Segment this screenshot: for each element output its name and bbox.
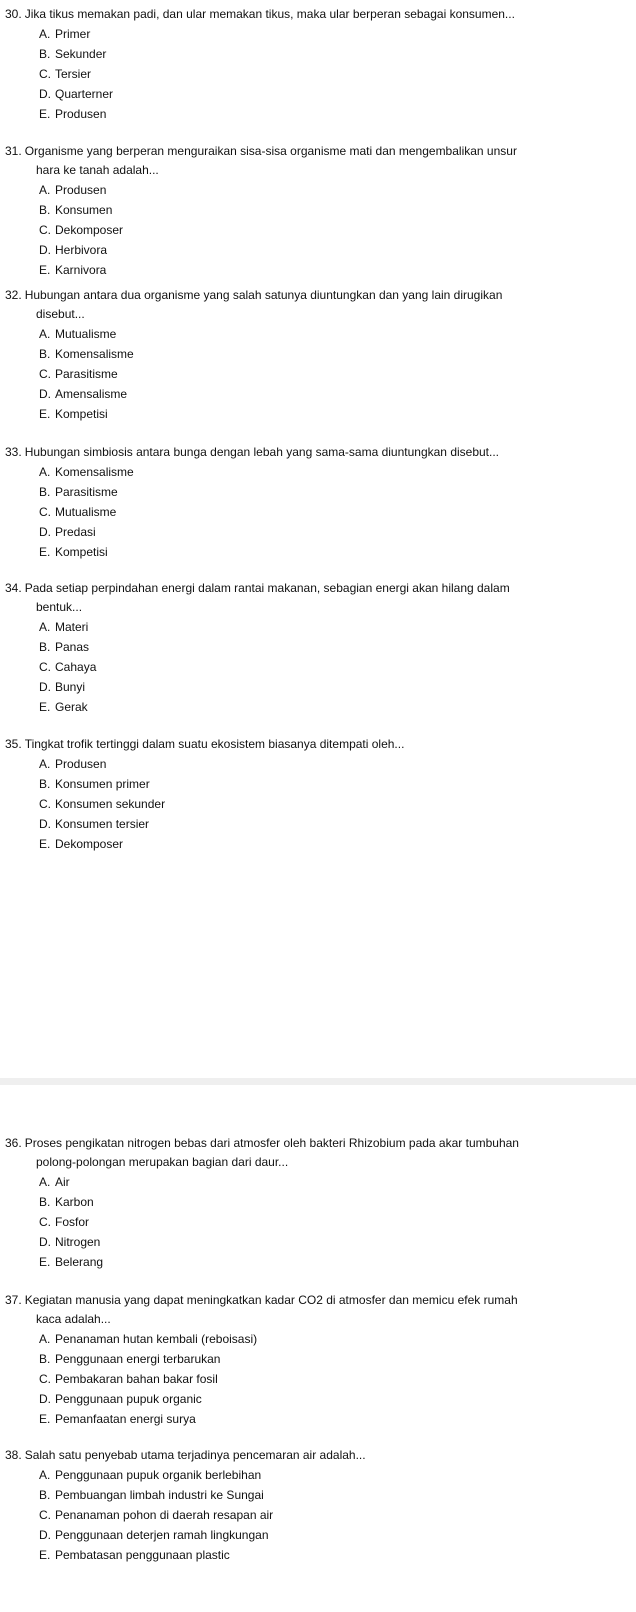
question-stem <box>5 443 565 462</box>
option-text: Panas <box>55 640 90 654</box>
answer-option <box>39 1409 565 1429</box>
option-text: Penggunaan pupuk organic <box>55 1392 202 1406</box>
option-letter: D. <box>39 243 51 257</box>
option-text: Dekomposer <box>55 837 124 851</box>
option-text: Primer <box>55 27 91 41</box>
question-stem <box>5 735 565 754</box>
option-text: Pemanfaatan energi surya <box>55 1412 196 1426</box>
question-item <box>5 142 565 280</box>
option-letter: B. <box>39 1195 51 1209</box>
option-text: Belerang <box>55 1255 104 1269</box>
question-number: 32. <box>5 288 22 302</box>
question-item <box>5 5 565 124</box>
question-stem <box>5 1446 565 1465</box>
option-text: Kompetisi <box>55 545 108 559</box>
option-letter: B. <box>39 777 51 791</box>
question-text: Hubungan simbiosis antara bunga dengan lebah yang sama-sama diuntungkan disebut... <box>24 445 500 459</box>
option-letter: C. <box>39 223 51 237</box>
answer-option <box>39 1212 565 1232</box>
option-text: Penggunaan energi terbarukan <box>55 1352 221 1366</box>
question-number: 37. <box>5 1293 22 1307</box>
option-text: Komensalisme <box>55 347 134 361</box>
question-number: 31. <box>5 144 22 158</box>
answer-option <box>39 502 565 522</box>
answer-option <box>39 200 565 220</box>
option-text: Konsumen primer <box>55 777 150 791</box>
question-text: Pada setiap perpindahan energi dalam rantai makanan, sebagian energi akan hilang dalam <box>24 581 510 595</box>
answer-option <box>39 617 565 637</box>
answer-option <box>39 344 565 364</box>
option-text: Karnivora <box>55 263 107 277</box>
option-text: Penanaman hutan kembali (reboisasi) <box>55 1332 258 1346</box>
answer-options <box>5 1172 565 1272</box>
option-letter: B. <box>39 203 51 217</box>
question-text: Tingkat trofik tertinggi dalam suatu ekosistem biasanya ditempati oleh... <box>24 737 405 751</box>
question-text: Proses pengikatan nitrogen bebas dari atmosfer oleh bakteri Rhizobium pada akar tumbuhan <box>24 1136 519 1150</box>
answer-option <box>39 1485 565 1505</box>
question-stem <box>5 1134 565 1153</box>
answer-option <box>39 260 565 280</box>
question-stem <box>5 142 565 161</box>
option-letter: A. <box>39 620 51 634</box>
option-letter: C. <box>39 1508 51 1522</box>
option-text: Konsumen tersier <box>55 817 150 831</box>
option-letter: E. <box>39 545 51 559</box>
answer-option <box>39 657 565 677</box>
answer-option <box>39 1192 565 1212</box>
option-letter: D. <box>39 525 51 539</box>
option-letter: D. <box>39 1392 51 1406</box>
option-letter: E. <box>39 107 51 121</box>
option-letter: A. <box>39 465 51 479</box>
question-stem <box>5 5 565 24</box>
option-letter: D. <box>39 387 51 401</box>
question-stem <box>5 1291 565 1310</box>
option-letter: D. <box>39 680 51 694</box>
option-letter: C. <box>39 505 51 519</box>
answer-options <box>5 1329 565 1429</box>
question-item <box>5 1446 565 1565</box>
option-letter: D. <box>39 817 51 831</box>
question-number: 35. <box>5 737 22 751</box>
answer-option <box>39 697 565 717</box>
answer-option <box>39 462 565 482</box>
answer-option <box>39 677 565 697</box>
answer-option <box>39 24 565 44</box>
answer-option <box>39 1545 565 1565</box>
option-letter: B. <box>39 1488 51 1502</box>
question-stem <box>5 286 565 305</box>
answer-option <box>39 404 565 424</box>
option-text: Produsen <box>55 107 107 121</box>
answer-option <box>39 794 565 814</box>
option-text: Predasi <box>55 525 96 539</box>
question-item <box>5 735 565 854</box>
answer-option <box>39 104 565 124</box>
answer-option <box>39 180 565 200</box>
question-item <box>5 1134 565 1272</box>
option-text: Konsumen <box>55 203 113 217</box>
option-text: Penggunaan deterjen ramah lingkungan <box>55 1528 269 1542</box>
answer-options <box>5 324 565 424</box>
answer-options <box>5 617 565 717</box>
option-text: Pembatasan penggunaan plastic <box>55 1548 230 1562</box>
answer-option <box>39 1349 565 1369</box>
answer-options <box>5 24 565 124</box>
option-letter: A. <box>39 1468 51 1482</box>
answer-option <box>39 754 565 774</box>
option-text: Mutualisme <box>55 327 117 341</box>
option-letter: B. <box>39 1352 51 1366</box>
option-letter: B. <box>39 47 51 61</box>
question-text-continued: polong-polongan merupakan bagian dari daur... <box>36 1155 289 1169</box>
question-text-continued: bentuk... <box>36 600 83 614</box>
option-letter: B. <box>39 485 51 499</box>
option-letter: D. <box>39 1235 51 1249</box>
answer-option <box>39 774 565 794</box>
option-text: Produsen <box>55 183 107 197</box>
option-letter: C. <box>39 1215 51 1229</box>
question-text: Hubungan antara dua organisme yang salah satunya diuntungkan dan yang lain dirugikan <box>24 288 503 302</box>
answer-option <box>39 324 565 344</box>
question-item <box>5 443 565 562</box>
option-letter: C. <box>39 67 51 81</box>
option-text: Cahaya <box>55 660 97 674</box>
option-text: Tersier <box>55 67 92 81</box>
answer-option <box>39 384 565 404</box>
option-text: Pembakaran bahan bakar fosil <box>55 1372 218 1386</box>
option-text: Air <box>55 1175 70 1189</box>
option-text: Gerak <box>55 700 88 714</box>
question-text-continued: disebut... <box>36 307 85 321</box>
option-letter: E. <box>39 263 51 277</box>
answer-option <box>39 84 565 104</box>
option-text: Nitrogen <box>55 1235 101 1249</box>
answer-option <box>39 220 565 240</box>
question-number: 36. <box>5 1136 22 1150</box>
option-text: Quarterner <box>55 87 114 101</box>
option-text: Pembuangan limbah industri ke Sungai <box>55 1488 264 1502</box>
answer-options <box>5 180 565 280</box>
answer-option <box>39 44 565 64</box>
option-text: Parasitisme <box>55 485 118 499</box>
option-letter: E. <box>39 1255 51 1269</box>
option-letter: B. <box>39 640 51 654</box>
option-letter: D. <box>39 1528 51 1542</box>
answer-option <box>39 1505 565 1525</box>
option-letter: E. <box>39 407 51 421</box>
question-stem <box>5 579 565 598</box>
option-text: Fosfor <box>55 1215 90 1229</box>
question-item <box>5 1291 565 1429</box>
answer-option <box>39 240 565 260</box>
answer-options <box>5 462 565 562</box>
answer-option <box>39 1465 565 1485</box>
option-letter: A. <box>39 183 51 197</box>
option-text: Bunyi <box>55 680 86 694</box>
option-letter: E. <box>39 700 51 714</box>
option-letter: C. <box>39 367 51 381</box>
option-text: Amensalisme <box>55 387 128 401</box>
answer-option <box>39 1232 565 1252</box>
answer-option <box>39 637 565 657</box>
answer-options <box>5 1465 565 1565</box>
option-letter: A. <box>39 327 51 341</box>
question-text: Kegiatan manusia yang dapat meningkatkan kadar CO2 di atmosfer dan memicu efek rumah <box>24 1293 518 1307</box>
option-text: Penggunaan pupuk organik berlebihan <box>55 1468 262 1482</box>
option-text: Penanaman pohon di daerah resapan air <box>55 1508 274 1522</box>
option-letter: C. <box>39 660 51 674</box>
answer-option <box>39 1525 565 1545</box>
answer-option <box>39 522 565 542</box>
answer-option <box>39 64 565 84</box>
option-text: Dekomposer <box>55 223 124 237</box>
question-number: 34. <box>5 581 22 595</box>
question-text: Jika tikus memakan padi, dan ular memakan tikus, maka ular berperan sebagai konsumen... <box>24 7 515 21</box>
answer-option <box>39 1172 565 1192</box>
question-item <box>5 286 565 424</box>
option-letter: D. <box>39 87 51 101</box>
option-text: Herbivora <box>55 243 108 257</box>
option-text: Kompetisi <box>55 407 108 421</box>
option-letter: A. <box>39 1332 51 1346</box>
option-letter: E. <box>39 837 51 851</box>
question-text-continued: kaca adalah... <box>36 1312 111 1326</box>
option-text: Mutualisme <box>55 505 117 519</box>
answer-option <box>39 834 565 854</box>
page-separator <box>0 1078 636 1085</box>
question-number: 30. <box>5 7 22 21</box>
option-letter: A. <box>39 27 51 41</box>
option-letter: E. <box>39 1412 51 1426</box>
option-text: Karbon <box>55 1195 94 1209</box>
option-text: Konsumen sekunder <box>55 797 166 811</box>
question-number: 38. <box>5 1448 22 1462</box>
question-item <box>5 579 565 717</box>
option-text: Sekunder <box>55 47 107 61</box>
option-letter: A. <box>39 757 51 771</box>
question-text: Organisme yang berperan menguraikan sisa-sisa organisme mati dan mengembalikan unsur <box>24 144 517 158</box>
answer-option <box>39 1389 565 1409</box>
option-text: Produsen <box>55 757 107 771</box>
answer-option <box>39 1369 565 1389</box>
option-letter: E. <box>39 1548 51 1562</box>
answer-option <box>39 542 565 562</box>
option-text: Parasitisme <box>55 367 118 381</box>
answer-option <box>39 482 565 502</box>
question-text: Salah satu penyebab utama terjadinya pencemaran air adalah... <box>24 1448 366 1462</box>
question-number: 33. <box>5 445 22 459</box>
option-text: Materi <box>55 620 89 634</box>
question-text-continued: hara ke tanah adalah... <box>36 163 159 177</box>
option-letter: C. <box>39 1372 51 1386</box>
answer-option <box>39 1252 565 1272</box>
option-letter: C. <box>39 797 51 811</box>
option-letter: A. <box>39 1175 51 1189</box>
answer-options <box>5 754 565 854</box>
answer-option <box>39 1329 565 1349</box>
option-text: Komensalisme <box>55 465 134 479</box>
answer-option <box>39 364 565 384</box>
option-letter: B. <box>39 347 51 361</box>
answer-option <box>39 814 565 834</box>
